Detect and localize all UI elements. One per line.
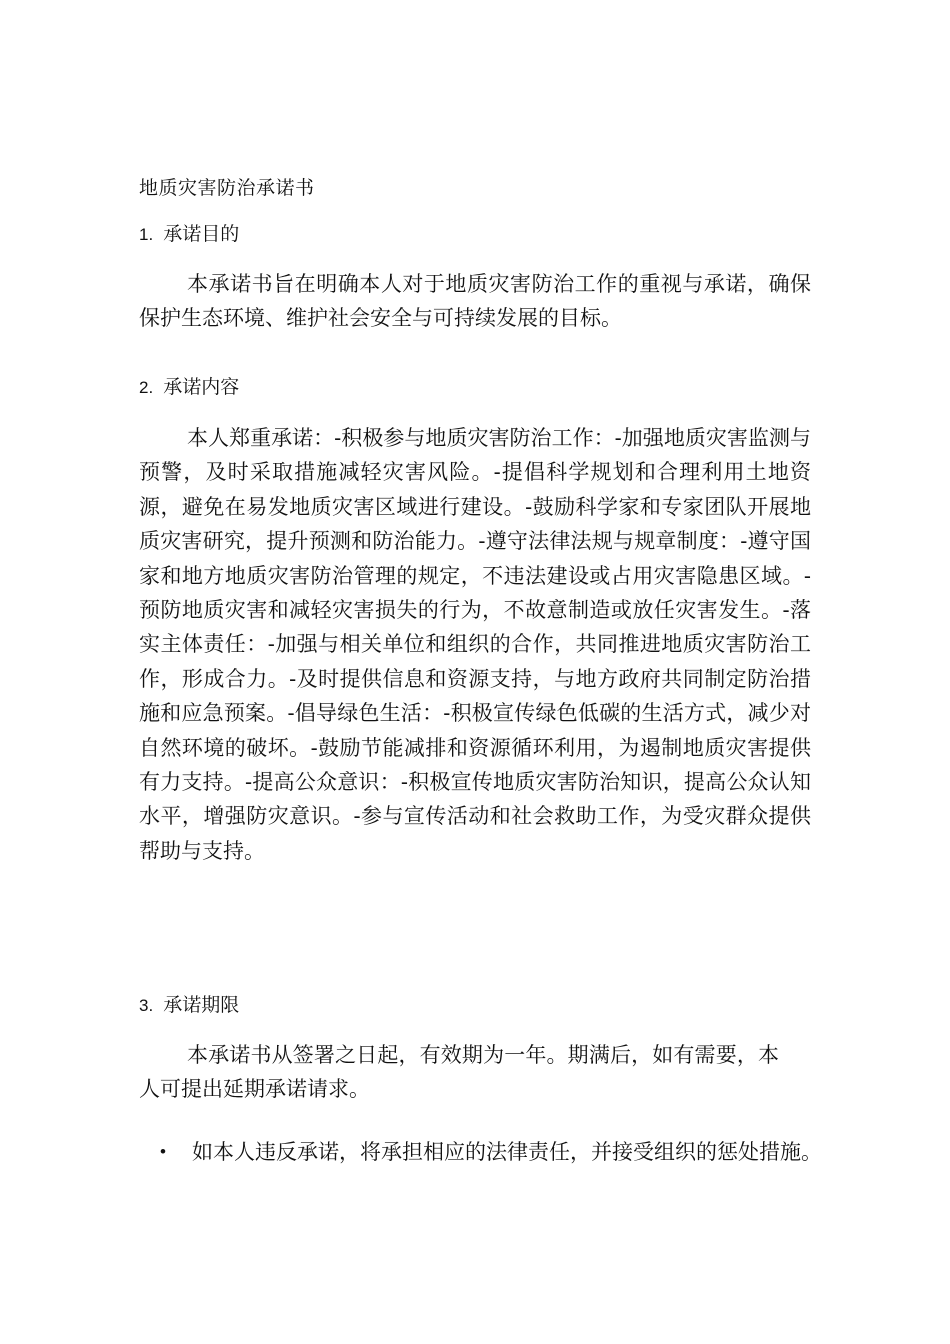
section-heading-purpose (139, 220, 239, 249)
section-number: 3. (139, 996, 154, 1015)
bullet-text: 如本人违反承诺，将承担相应的法律责任，并接受组织的惩处措施。 (192, 1140, 822, 1164)
bullet-marker: • (160, 1142, 166, 1161)
section-heading-content (139, 373, 239, 402)
section-heading-term (139, 991, 239, 1020)
section-body-purpose: 本承诺书旨在明确本人对于地质灾害防治工作的重视与承诺，确保保护生态环境、维护社会安全与可持续发展的目标。 (139, 272, 811, 331)
section-heading-text: 承诺目的 (163, 223, 240, 245)
section-number: 2. (139, 378, 154, 397)
document-title: 地质灾害防治承诺书 (139, 177, 315, 199)
section-number: 1. (139, 225, 154, 244)
section-heading-text: 承诺内容 (163, 376, 240, 398)
section-body-content: 本人郑重承诺：-积极参与地质灾害防治工作：-加强地质灾害监测与预警，及时采取措施减轻灾害风险。-提倡科学规划和合理利用土地资源，避免在易发地质灾害区域进行建设。-鼓励科学家和专家团队开展地质灾害研究，提升预测和防治能力。-遵守法律法规与规章制度：-遵守国家和地方地质灾害防治管理的规定，不违法建设或占用灾害隐患区域。-预防地质灾害和减轻灾害损失的行为，不故意制造或放任灾害发生。-落实主体责任：-加强与相关单位和组织的合作，共同推进地质灾害防治工作，形成合力。-及时提供信息和资源支持，与地方政府共同制定防治措施和应急预案。-倡导绿色生活：-积极宣传绿色低碳的生活方式，减少对自然环境的破坏。-鼓励节能减排和资源循环利用，为遏制地质灾害提供有力支持。-提高公众意识：-积极宣传地质灾害防治知识，提高公众认知水平，增强防灾意识。-参与宣传活动和社会救助工作，为受灾群众提供帮助与支持。 (139, 426, 811, 863)
section-heading-text: 承诺期限 (163, 994, 240, 1016)
section-body-term: 本承诺书从签署之日起，有效期为一年。期满后，如有需要，本人可提出延期承诺请求。 (139, 1043, 779, 1102)
